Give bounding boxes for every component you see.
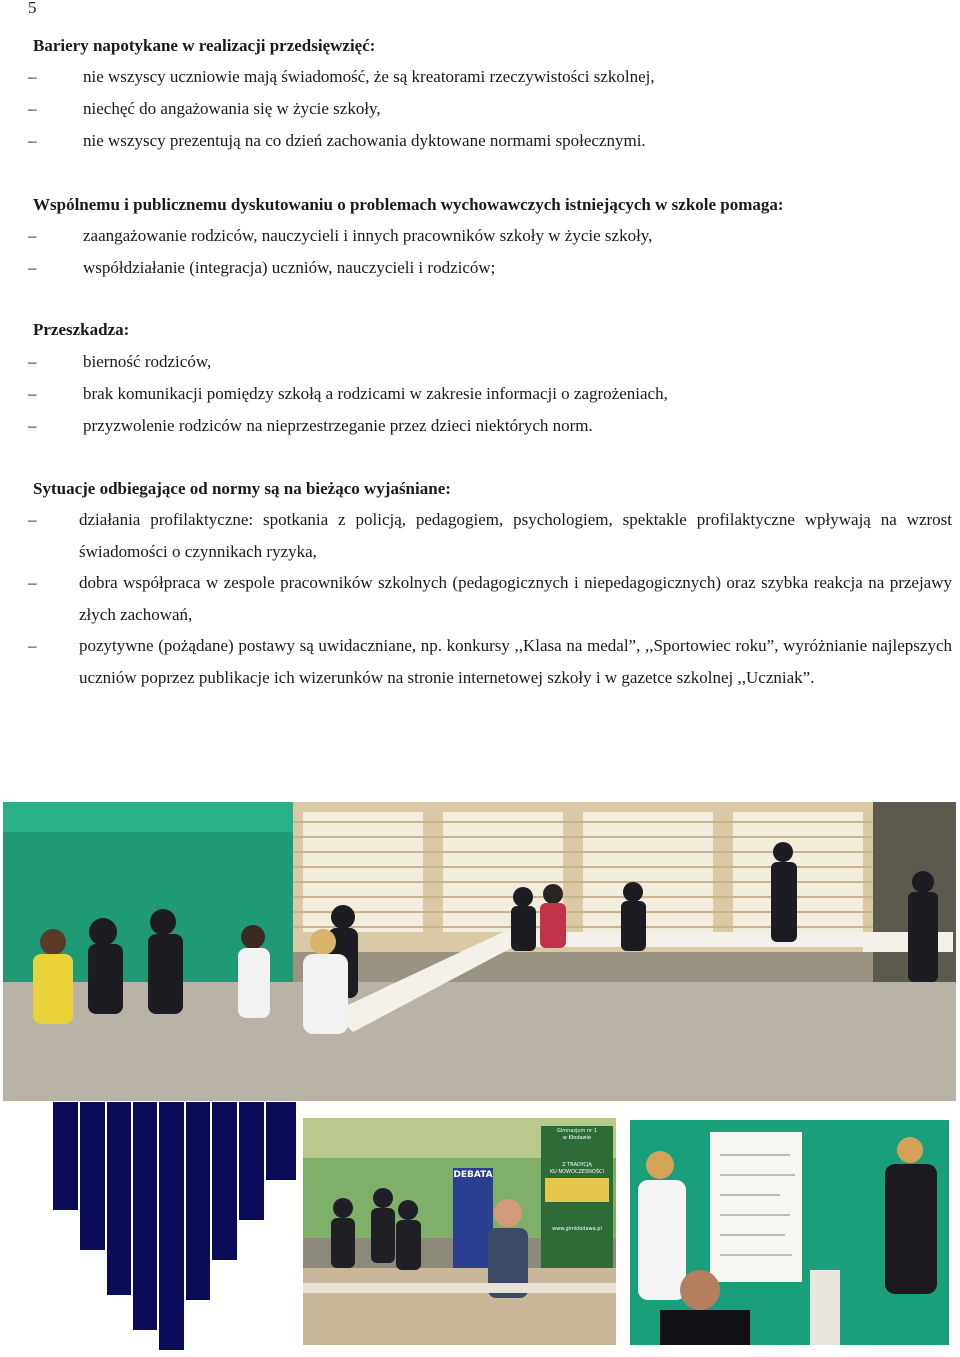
- bullet-dash: –: [28, 573, 37, 592]
- hinders-item: brak komunikacji pomiędzy szkołą a rodzicami w zakresie informacji o zagrożeniach,: [83, 384, 668, 403]
- situations-item: dobra współpraca w zespole pracowników szkolnych (pedagogicznych i niepedagogicznych) oraz szybka reakcja na przejawy złych zachowań,: [79, 573, 952, 624]
- bullet-dash: –: [28, 67, 37, 86]
- poster-line: KU NOWOCZESNOŚCI: [549, 1169, 604, 1175]
- bullet-dash: –: [28, 352, 37, 371]
- photo-debate-poster: [303, 1118, 616, 1345]
- page-number: 5: [28, 0, 37, 17]
- decorative-banner: [52, 1101, 297, 1351]
- helps-item: współdziałanie (integracja) uczniów, nauczycieli i rodziców;: [83, 258, 496, 277]
- bullet-dash: –: [28, 416, 37, 435]
- hinders-item: bierność rodziców,: [83, 352, 212, 371]
- barrier-item: nie wszyscy uczniowie mają świadomość, że są kreatorami rzeczywistości szkolnej,: [83, 67, 655, 86]
- bullet-dash: –: [28, 636, 37, 655]
- bullet-dash: –: [28, 258, 37, 277]
- bullet-dash: –: [28, 99, 37, 118]
- poster-line: Gimnazjum nr 1: [556, 1128, 597, 1134]
- heading-helps: Wspólnemu i publicznemu dyskutowaniu o problemach wychowawczych istniejących w szkole pomaga:: [33, 195, 784, 214]
- situations-item: pozytywne (pożądane) postawy są uwidaczniane, np. konkursy ,,Klasa na medal”, ,,Sportowiec roku”, wyróżnianie najlepszych uczniów poprzez publikacje ich wizerunków na stronie internetowej szkoły i w gazetce szkolnej ,,Uczniak”.: [79, 636, 952, 687]
- barrier-item: nie wszyscy prezentują na co dzień zachowania dyktowane normami społecznymi.: [83, 131, 646, 150]
- photo-speakers: [630, 1120, 949, 1345]
- bullet-dash: –: [28, 384, 37, 403]
- heading-barriers: Bariery napotykane w realizacji przedsięwzięć:: [33, 36, 376, 55]
- situations-item: działania profilaktyczne: spotkania z policją, pedagogiem, psychologiem, spektakle profilaktyczne wpływają na wzrost świadomości o czynnikach ryzyka,: [79, 510, 952, 561]
- poster-line: Z TRADYCJĄ: [562, 1162, 592, 1168]
- school-poster: [543, 1128, 611, 1233]
- bullet-dash: –: [28, 226, 37, 245]
- helps-item: zaangażowanie rodziców, nauczycieli i innych pracowników szkoły w życie szkoły,: [83, 226, 653, 245]
- poster-line: w Kłodawie: [562, 1135, 592, 1141]
- bullet-dash: –: [28, 131, 37, 150]
- bullet-dash: –: [28, 510, 37, 529]
- barrier-item: niechęć do angażowania się w życie szkoły,: [83, 99, 381, 118]
- photo-debate-gym: [3, 802, 956, 1101]
- heading-hinders: Przeszkadza:: [33, 320, 130, 339]
- hinders-item: przyzwolenie rodziców na nieprzestrzeganie przez dzieci niektórych norm.: [83, 416, 593, 435]
- heading-situations: Sytuacje odbiegające od normy są na bieżąco wyjaśniane:: [33, 479, 451, 498]
- poster-url: www.gimklodawa.pl: [552, 1226, 602, 1232]
- debate-sign: DEBATA: [453, 1170, 493, 1180]
